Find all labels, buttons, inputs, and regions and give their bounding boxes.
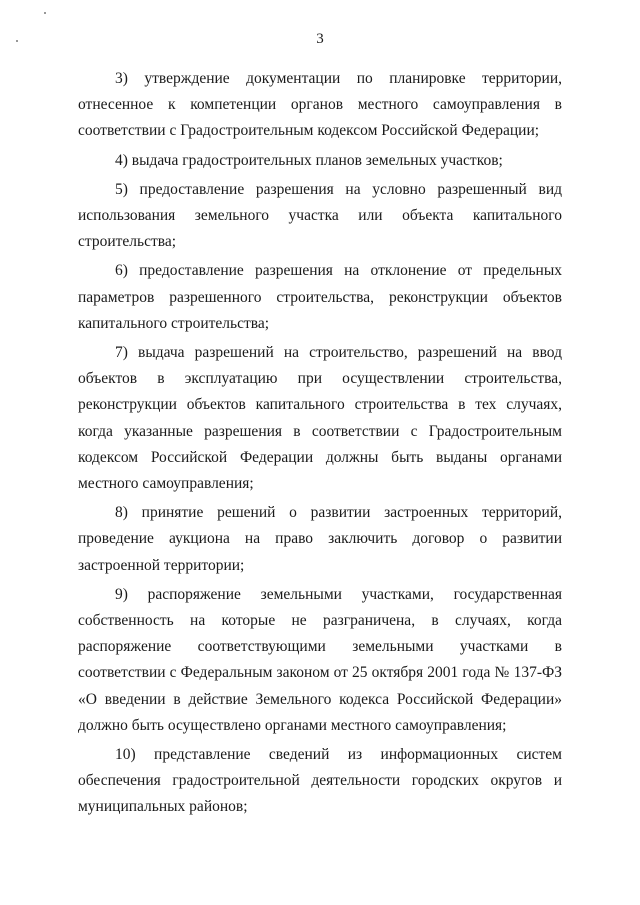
- paragraph-item-9: 9) распоряжение земельными участками, государственная собственность на которые не разграничена, в случаях, когда распоряжение соответствующими земельными участками в соответствии с Федеральным законом от 25 октября 2001 года № 137-ФЗ «О введении в действие Земельного кодекса Российской Федерации» должно быть осуществлено органами местного самоуправления;: [78, 585, 562, 734]
- paragraph-item-10: 10) представление сведений из информационных систем обеспечения градостроительной деятельности городских округов и муниципальных районов;: [78, 746, 562, 816]
- paragraph-item-4: 4) выдача градостроительных планов земельных участков;: [115, 151, 503, 169]
- scan-mark-top-left: [44, 12, 46, 14]
- paragraph-item-7: 7) выдача разрешений на строительство, разрешений на ввод объектов в эксплуатацию при осуществлении строительства, реконструкции объектов капитального строительства в тех случаях, когда указанные разрешения в соответствии с Градостроительным кодексом Российской Федерации должны быть выданы органами местного самоуправления;: [78, 344, 562, 493]
- paragraph-item-5: 5) предоставление разрешения на условно разрешенный вид использования земельного участка или объекта капитального строительства;: [78, 180, 562, 251]
- paragraph-item-6: 6) предоставление разрешения на отклонение от предельных параметров разрешенного строительства, реконструкции объектов капитального строительства;: [78, 262, 562, 332]
- page-number: 3: [316, 31, 324, 47]
- paragraph-item-8: 8) принятие решений о развитии застроенных территорий, проведение аукциона на право заключить договор о развитии застроенной территории;: [78, 504, 562, 574]
- document-body: [78, 66, 562, 824]
- paragraph-item-3: 3) утверждение документации по планировке территории, отнесенное к компетенции органов местного самоуправления в соответствии с Градостроительным кодексом Российской Федерации;: [78, 70, 562, 140]
